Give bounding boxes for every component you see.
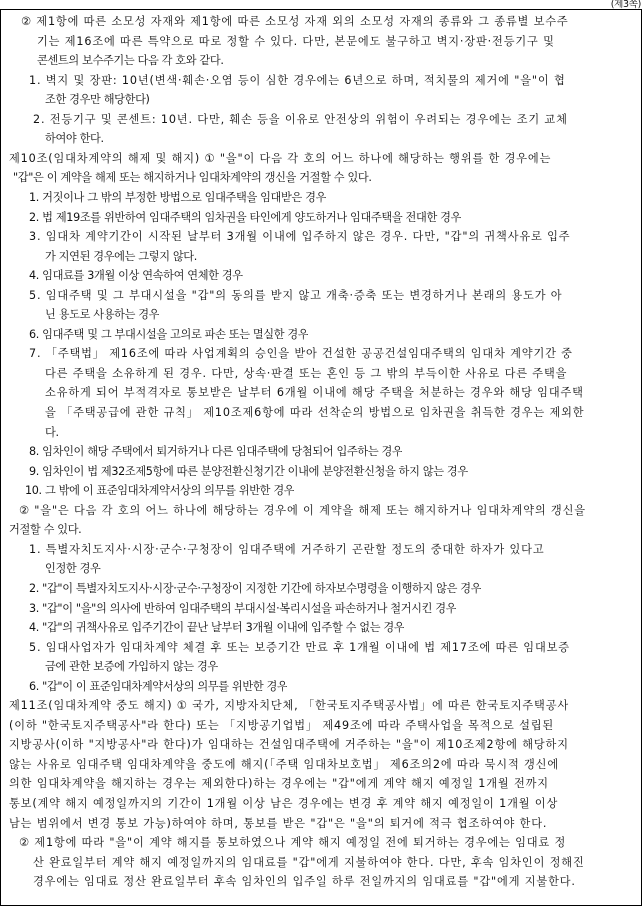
text-line: 남는 범위에서 변경 통보 가능)하여야 하며, 통보를 받은 "갑"은 "을"의 퇴거에 적극 협조하여야 한다.: [9, 816, 548, 830]
text-line: 7. 「주택법」 제16조에 따라 사업계획의 승인을 받아 건설한 공공건설임대주택의 임대차 계약기간 중: [29, 347, 573, 361]
text-line: (이하 "한국토지주택공사"라 한다) 또는 「지방공기업법」 제49조에 따라 주택사업을 목적으로 설립된: [9, 718, 555, 732]
text-line: 2. 전등기구 및 콘센트: 10년. 다만, 훼손 등을 이유로 안전상의 위험이 우려되는 경우에는 조기 교체: [33, 112, 568, 126]
text-line: 3. 임대차 계약기간이 시작된 날부터 3개월 이내에 입주하지 않은 경우. 다만, "갑"의 귀책사유로 입주: [29, 230, 571, 244]
text-line: 경우에는 임대료 정산 완료일부터 후속 임차인의 입주일 하루 전일까지의 임대료를 "갑"에게 지불한다.: [33, 875, 576, 889]
text-line: 5. 임대주택 및 그 부대시설을 "갑"의 동의를 받지 않고 개축·증축 또는 변경하거나 본래의 용도가 아: [29, 288, 563, 302]
text-line: 다.: [45, 425, 59, 439]
text-line: 4. 임대료를 3개월 이상 연속하여 연체한 경우: [29, 269, 243, 283]
text-line: 산 완료일부터 계약 해지 예정일까지의 임대료를 "갑"에게 지불하여야 한다. 다만, 후속 임차인이 정해진: [33, 855, 585, 869]
text-line: "갑"은 이 계약을 해제 또는 해지하거나 임대차계약의 갱신을 거절할 수 있다.: [13, 171, 372, 185]
text-line: ② 제1항에 따라 "을"이 계약 해지를 통보하였으나 계약 해지 예정일 전에 퇴거하는 경우에는 임대료 정: [19, 836, 567, 850]
text-line: 6. 임대주택 및 그 부대시설을 고의로 파손 또는 멸실한 경우: [29, 327, 309, 341]
text-line: 제10조(임대차계약의 해제 및 해지) ① "을"이 다음 각 호의 어느 하나에 해당하는 행위를 한 경우에는: [9, 151, 552, 165]
text-line: 2. "갑"이 특별자치도지사·시장·군수·구청장이 지정한 기간에 하자보수명령을 이행하지 않은 경우: [29, 581, 482, 595]
text-line: 제11조(임대차계약 중도 해지) ① 국가, 지방자치단체, 「한국토지주택공사법」에 따른 한국토지주택공사: [9, 699, 570, 713]
text-line: 6. "갑"이 이 표준임대차계약서상의 의무를 위반한 경우: [29, 679, 288, 693]
text-line: 조한 경우만 해당한다): [45, 93, 150, 107]
text-line: 콘센트의 보수주기는 다음 각 호와 같다.: [37, 54, 224, 68]
text-line: 가 지연된 경우에는 그렇지 않다.: [45, 249, 197, 263]
text-line: ② 제1항에 따른 소모성 자재와 제1항에 따른 소모성 자재 외의 소모성 자재의 종류와 그 종류별 보수주: [21, 15, 569, 28]
text-line: 의한 임대차계약을 해지하는 경우는 제외한다)하는 경우에는 "갑"에게 계약 해지 예정일 1개월 전까지: [9, 777, 549, 791]
text-line: 금에 관한 보증에 가입하지 않는 경우: [45, 660, 218, 674]
text-line: 하여야 한다.: [45, 132, 104, 146]
text-line: 을 「주택공급에 관한 규칙」 제10조제6항에 따라 선착순의 방법으로 임차권을 취득한 경우는 제외한: [45, 406, 585, 419]
text-line: 9. 임차인이 법 제32조제5항에 따른 분양전환신청기간 이내에 분양전환신청을 하지 않는 경우: [29, 464, 468, 478]
text-line: 2. 법 제19조를 위반하여 임대주택의 임차권을 타인에게 양도하거나 임대주택을 전대한 경우: [29, 210, 462, 224]
text-line: 기는 제16조에 따른 특약으로 따로 정할 수 있다. 다만, 본문에도 불구하고 벽지·장판·전등기구 및: [37, 34, 555, 48]
text-line: 닌 용도로 사용하는 경우: [45, 308, 160, 322]
text-line: 지방공사(이하 "지방공사"라 한다)가 임대하는 건설임대주택에 거주하는 "을"이 제10조제2항에 해당하지: [9, 738, 569, 752]
text-line: 다른 주택을 소유하게 된 경우. 다만, 상속·판결 또는 혼인 등 그 밖의 부득이한 사유로 다른 주택을: [45, 366, 568, 380]
text-line: 1. 벽지 및 장판: 10년(변색·훼손·오염 등이 심한 경우에는 6년으로 하며, 적치물의 제거에 "을"이 협: [29, 73, 566, 87]
text-line: 통보(계약 해지 예정일까지의 기간이 1개월 이상 남은 경우에는 변경 후 계약 해지 예정일이 1개월 이상: [9, 797, 559, 810]
contract-text-box: [0, 9, 642, 906]
text-line: 거절할 수 있다.: [9, 523, 82, 537]
text-line: 3. "갑"이 "을"의 의사에 반하여 임대주택의 부대시설·복리시설을 파손하거나 철거시킨 경우: [29, 601, 457, 615]
text-line: 8. 임차인이 해당 주택에서 퇴거하거나 다른 임대주택에 당첨되어 입주하는 경우: [29, 445, 403, 459]
text-line: 1. 특별자치도지사·시장·군수·구청장이 임대주택에 거주하기 곤란할 정도의 중대한 하자가 있다고: [29, 542, 545, 556]
text-line: 5. 임대사업자가 임대차계약 체결 후 또는 보증기간 만료 후 1개월 이내에 법 제17조에 따른 임대보증: [29, 640, 570, 654]
text-line: 4. "갑"의 귀책사유로 입주기간이 끝난 날부터 3개월 이내에 입주할 수 없는 경우: [29, 621, 405, 635]
text-line: ② "을"은 다음 각 호의 어느 하나에 해당하는 경우에 이 계약을 해제 또는 해지하거나 임대차계약의 갱신을: [19, 503, 586, 517]
text-line: 1. 거짓이나 그 밖의 부정한 방법으로 임대주택을 임대받은 경우: [29, 190, 327, 204]
page-number-label: (제3쪽): [610, 0, 641, 10]
text-line: 10. 그 밖에 이 표준임대차계약서상의 의무를 위반한 경우: [25, 484, 295, 498]
text-line: 인정한 경우: [45, 562, 101, 576]
text-line: 않는 사유로 임대주택 임대차계약을 중도에 해지(「주택 임대차보호법」 제6조의2에 따라 묵시적 갱신에: [9, 757, 559, 771]
text-line: 소유하게 되어 부적격자로 통보받은 날부터 6개월 이내에 해당 주택을 처분하는 경우와 해당 임대주택: [45, 386, 584, 400]
